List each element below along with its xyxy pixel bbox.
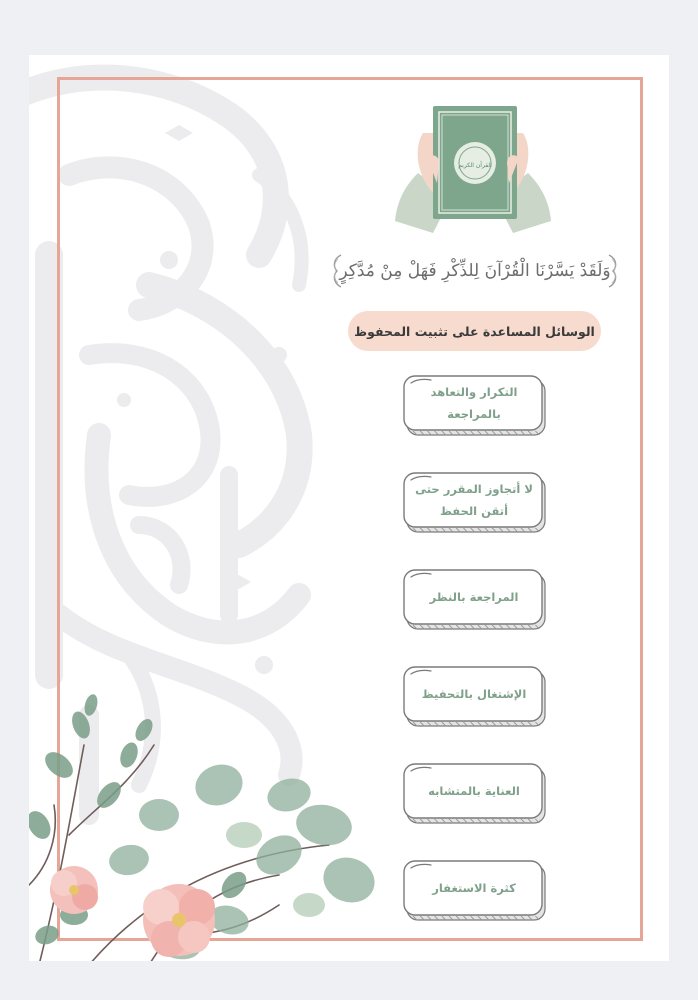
item-label: [409, 472, 539, 528]
item-label: [409, 763, 539, 819]
quran-cover-text: القرآن الكريم: [458, 162, 492, 169]
item-label: [409, 569, 539, 625]
list-item: [403, 860, 547, 922]
pink-flower-icon: [50, 866, 98, 914]
item-line: العناية بالمتشابه: [428, 784, 520, 798]
floral-decoration: [29, 685, 389, 961]
verse-text: وَلَقَدْ يَسَّرْنَا الْقُرْآنَ لِلذِّكْرِ فَهَلْ مِنْ مُدَّكِرٍ: [339, 261, 611, 281]
page-title: الوسائل المساعدة على تثبيت المحفوظ: [348, 311, 601, 351]
item-label: [409, 375, 539, 431]
item-line: لا أتجاوز المقرر حتى: [415, 482, 533, 496]
ornate-bracket-icon: [329, 253, 343, 289]
item-line: المراجعة بالنظر: [429, 590, 519, 604]
item-line: بالمراجعة: [447, 407, 501, 421]
pink-flower-icon: [143, 884, 215, 957]
item-label: [409, 666, 539, 722]
item-line: كثرة الاستغفار: [432, 881, 516, 895]
item-label: [409, 860, 539, 916]
ornate-bracket-icon: [607, 253, 621, 289]
list-item: [403, 763, 547, 825]
list-item: [403, 375, 547, 437]
quran-verse: [329, 251, 621, 291]
item-line: الإشتغال بالتحفيظ: [421, 687, 527, 701]
item-line: أتقن الحفظ: [439, 504, 509, 518]
quran-illustration: [393, 103, 553, 238]
list-item: [403, 472, 547, 534]
list-item: [403, 666, 547, 728]
worksheet-page: [29, 55, 669, 961]
list-item: [403, 569, 547, 631]
item-line: التكرار والتعاهد: [430, 385, 518, 399]
